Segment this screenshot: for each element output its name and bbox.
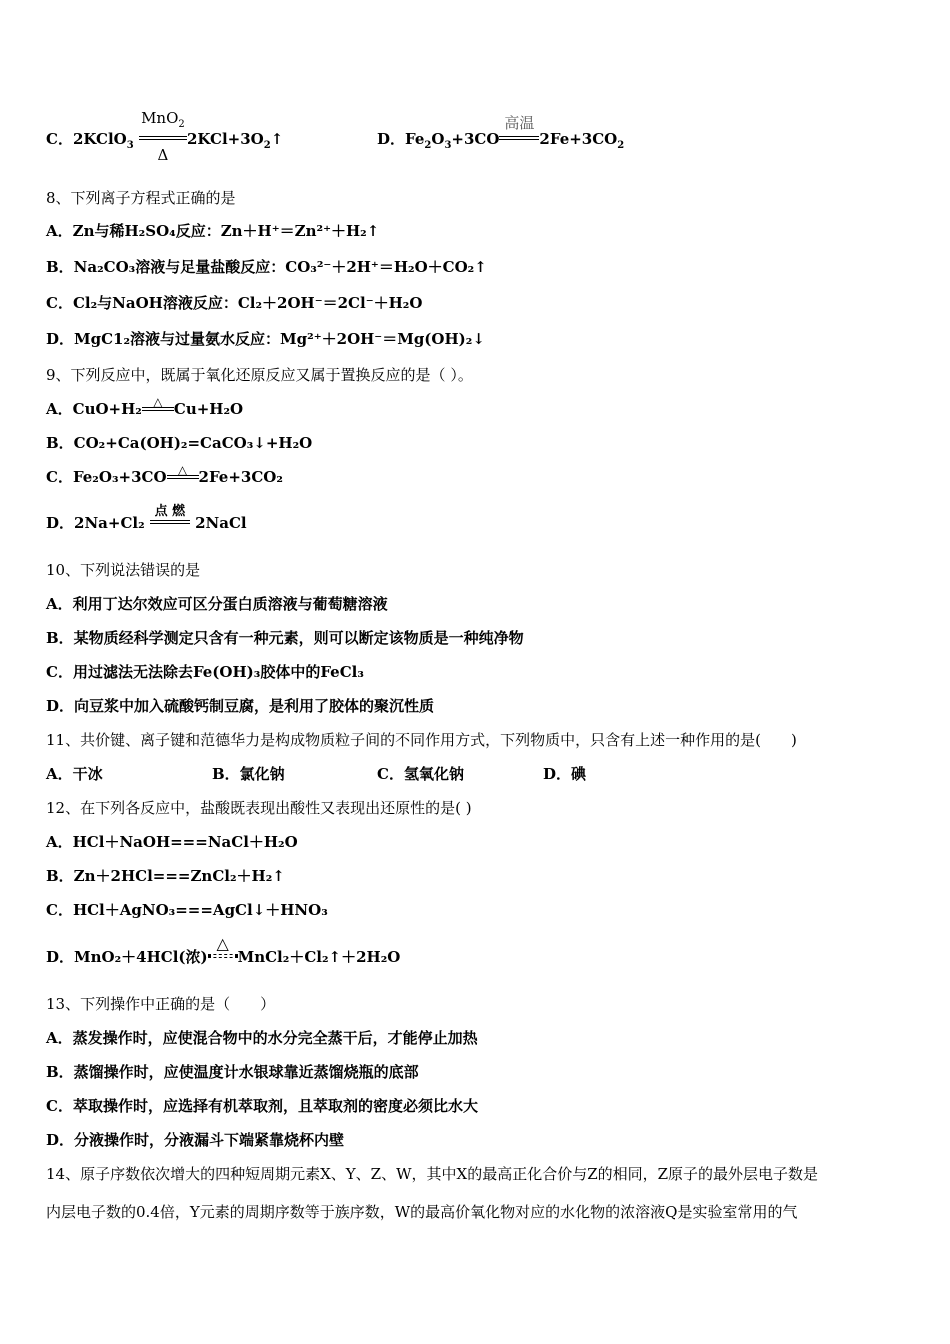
q10-option-b: B．某物质经科学测定只含有一种元素，则可以断定该物质是一种纯净物 <box>46 629 524 647</box>
q12-d-condition <box>208 934 238 962</box>
q7-d-high-temp: 高温 <box>504 114 535 132</box>
q9-c-right: 2Fe+3CO₂ <box>198 468 283 486</box>
q9-a-right: Cu+H₂O <box>173 400 244 418</box>
q11-stem: 11、共价键、离子键和范德华力是构成物质粒子间的不同作用方式，下列物质中，只含有上述一种作用的是( ) <box>46 731 797 749</box>
q11-option-c: C．氢氧化钠 <box>377 765 464 783</box>
q13-option-d: D．分液操作时，分液漏斗下端紧靠烧杯内壁 <box>46 1131 345 1149</box>
q12-stem: 12、在下列各反应中，盐酸既表现出酸性又表现出还原性的是( ) <box>46 799 472 817</box>
q12-d-left: D．MnO₂＋4HCl(浓) <box>46 948 208 966</box>
q13-option-c: C．萃取操作时，应选择有机萃取剂，且萃取剂的密度必须比水大 <box>46 1097 478 1115</box>
q12-option-c: C．HCl＋AgNO₃===AgCl↓＋HNO₃ <box>46 901 328 919</box>
q7-d-condition <box>499 114 539 144</box>
q10-stem: 10、下列说法错误的是 <box>46 561 201 579</box>
q12-option-b: B．Zn＋2HCl===ZnCl₂＋H₂↑ <box>46 867 285 885</box>
q7-c-heat: Δ <box>157 146 169 164</box>
q7-c-right: 2KCl+3O <box>186 130 264 148</box>
q7-c-condition <box>139 109 187 164</box>
q7-c-label: C． <box>46 130 73 148</box>
q9-a-heat: △ <box>153 395 163 409</box>
q7-d-left: Fe <box>405 130 425 148</box>
q11-option-a: A．干冰 <box>46 765 103 783</box>
q9-d-ignite: 点 燃 <box>154 504 186 519</box>
q8-option-a: A．Zn与稀H₂SO₄反应：Zn＋H⁺＝Zn²⁺＋H₂↑ <box>46 222 380 240</box>
q9-c-heat: △ <box>177 463 188 477</box>
q7-option-d: D．$Fe_2O_3+3CO$ 高温 $2Fe+3CO_2$ <box>377 114 625 151</box>
q13-option-a: A．蒸发操作时，应使混合物中的水分完全蒸干后，才能停止加热 <box>46 1029 478 1047</box>
q7-c-catalyst: MnO$_2$ <box>141 109 185 130</box>
q8-stem: 8、下列离子方程式正确的是 <box>46 189 236 207</box>
q13-stem: 13、下列操作中正确的是（ ） <box>46 995 276 1013</box>
q7-d-right: 2Fe+3CO <box>539 130 618 148</box>
q9-option-b: B．CO₂+Ca(OH)₂=CaCO₃↓+H₂O <box>46 434 313 452</box>
q9-stem: 9、下列反应中，既属于氧化还原反应又属于置换反应的是（ ）。 <box>46 366 473 384</box>
q9-a-condition <box>142 395 174 414</box>
q10-option-a: A．利用丁达尔效应可区分蛋白质溶液与葡萄糖溶液 <box>46 595 388 613</box>
q9-option-c <box>46 463 283 487</box>
q12-option-d <box>46 934 401 967</box>
q9-d-left: D．2Na+Cl₂ <box>46 514 145 532</box>
q8-option-d: D．MgC1₂溶液与过量氨水反应：Mg²⁺＋2OH⁻＝Mg(OH)₂↓ <box>46 330 485 348</box>
q11-option-b: B．氯化钠 <box>212 765 285 783</box>
q10-option-d: D．向豆浆中加入硫酸钙制豆腐，是利用了胶体的聚沉性质 <box>46 697 435 715</box>
q9-c-condition <box>167 463 199 482</box>
q7-c-left: 2KClO <box>72 130 127 148</box>
q10-option-c: C．用过滤法无法除去Fe(OH)₃胶体中的FeCl₃ <box>46 663 364 681</box>
q14-line1: 14、原子序数依次增大的四种短周期元素X、Y、Z、W，其中X的最高正化合价与Z的相同，Z原子的最外层电子数是 <box>46 1165 819 1183</box>
q9-option-a <box>46 395 244 419</box>
q12-option-a: A．HCl＋NaOH===NaCl＋H₂O <box>46 833 298 851</box>
q14-line2: 内层电子数的0.4倍，Y元素的周期序数等于族序数，W的最高价氧化物对应的水化物的浓溶液Q是实验室常用的气 <box>46 1203 798 1221</box>
q8-option-c: C．Cl₂与NaOH溶液反应：Cl₂＋2OH⁻＝2Cl⁻＋H₂O <box>46 294 423 312</box>
q12-d-heat: △ <box>216 934 229 953</box>
q7-option-c: C．2KClO$_3$ MnO$_2$ Δ $2KCl+3O_2↑$ <box>46 109 284 164</box>
q9-c-left: C．Fe₂O₃+3CO <box>46 468 167 486</box>
q11-option-d: D．碘 <box>543 765 587 783</box>
q9-d-right: 2NaCl <box>195 514 247 532</box>
q12-d-right: MnCl₂＋Cl₂↑＋2H₂O <box>237 948 401 966</box>
q9-d-condition <box>150 504 190 528</box>
q7-d-label: D． <box>377 130 406 148</box>
q8-option-b: B．Na₂CO₃溶液与足量盐酸反应：CO₃²⁻＋2H⁺＝H₂O＋CO₂↑ <box>46 258 487 276</box>
q9-a-left: A．CuO+H₂ <box>46 400 142 418</box>
q9-option-d <box>46 504 247 533</box>
q13-option-b: B．蒸馏操作时，应使温度计水银球靠近蒸馏烧瓶的底部 <box>46 1063 419 1081</box>
